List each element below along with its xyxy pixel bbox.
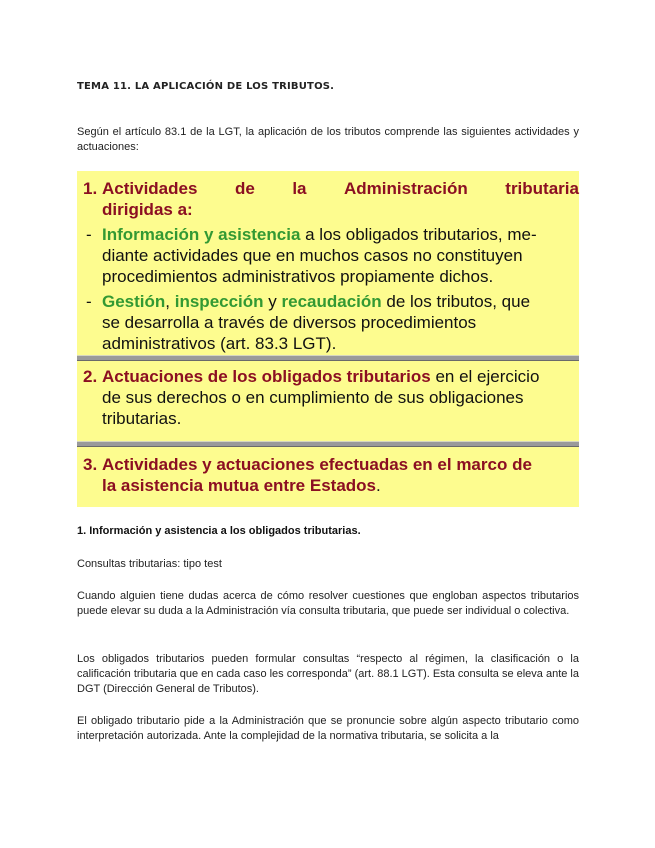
- heading-word: Administración: [344, 179, 468, 198]
- bullet-2-line3: administrativos (art. 83.3 LGT).: [102, 334, 337, 353]
- slide-section-3: [77, 454, 579, 496]
- section-3-end: .: [376, 476, 381, 495]
- bullet-1-line2: diante actividades que en muchos casos no constituyen: [102, 246, 523, 265]
- section-3-heading: la asistencia mutua entre Estados: [102, 476, 376, 495]
- bullet-dash: -: [86, 292, 92, 311]
- bullet-2-line1: [102, 291, 579, 312]
- section-3-number: 3.: [83, 455, 98, 474]
- bullet-2-keyword: inspección: [174, 292, 264, 311]
- bullet-2-sep: ,: [165, 292, 175, 311]
- slide-image: [77, 171, 579, 507]
- heading-word: tributaria: [505, 179, 579, 198]
- intro-paragraph: Según el artículo 83.1 de la LGT, la aplicación de los tributos comprende las siguientes actividades y actuaciones:: [77, 126, 579, 153]
- section-2-line2: de sus derechos o en cumplimiento de sus obligaciones: [102, 388, 524, 407]
- paragraph-1: Cuando alguien tiene dudas acerca de cómo resolver cuestiones que engloban aspectos tributarios puede elevar su duda a la Administración vía consulta tributaria, que puede ser individual o colectiva.: [77, 590, 579, 617]
- bullet-2-keyword: recaudación: [281, 292, 382, 311]
- heading-word: de: [234, 179, 255, 198]
- heading-word: Actividades: [102, 179, 198, 198]
- slide-section-2: [77, 366, 579, 429]
- paragraph-2: Los obligados tributarios pueden formular consultas “respecto al régimen, la clasificación o la calificación tributaria que en cada caso les corresponda” (art. 88.1 LGT). Esta consulta se eleva ante la DGT (Dirección General de Tributos).: [77, 653, 579, 695]
- bullet-1-line3: procedimientos administrativos propiamente dichos.: [102, 267, 494, 286]
- paragraph-3: El obligado tributario pide a la Administración que se pronuncie sobre algún aspecto tributario como interpretación autorizada. Ante la complejidad de la normativa tributaria, se solicita a la: [77, 715, 579, 742]
- document-title: TEMA 11. LA APLICACIÓN DE LOS TRIBUTOS.: [77, 81, 335, 92]
- section-heading: 1. Información y asistencia a los obligados tributarias.: [77, 525, 361, 537]
- section-2-heading: Actuaciones de los obligados tributarios: [102, 367, 431, 386]
- section-1-heading-line1: [102, 178, 579, 199]
- bullet-2-line2: se desarrolla a través de diversos procedimientos: [102, 313, 477, 332]
- subheading: Consultas tributarias: tipo test: [77, 558, 222, 570]
- section-3-line2: [102, 475, 579, 496]
- slide-divider: [77, 441, 579, 447]
- slide-divider: [77, 355, 579, 361]
- section-3-line1: Actividades y actuaciones efectuadas en el marco de: [102, 455, 532, 474]
- section-1-number: 1.: [83, 179, 98, 198]
- slide-section-1: [77, 178, 579, 354]
- bullet-1-text: a los obligados tributarios, me-: [300, 225, 537, 244]
- bullet-1-line1: [102, 224, 579, 245]
- bullet-1-keyword: Información y asistencia: [102, 225, 301, 244]
- section-2-text: en el ejercicio: [430, 367, 540, 386]
- section-1-heading-line2: dirigidas a:: [102, 200, 193, 219]
- section-2-number: 2.: [83, 367, 98, 386]
- bullet-2-sep: y: [263, 292, 282, 311]
- heading-word: la: [292, 179, 307, 198]
- bullet-2-text: de los tributos, que: [381, 292, 531, 311]
- bullet-2-keyword: Gestión: [102, 292, 166, 311]
- section-2-line3: tributarias.: [102, 409, 182, 428]
- section-2-line1: [102, 366, 579, 387]
- bullet-dash: -: [86, 225, 92, 244]
